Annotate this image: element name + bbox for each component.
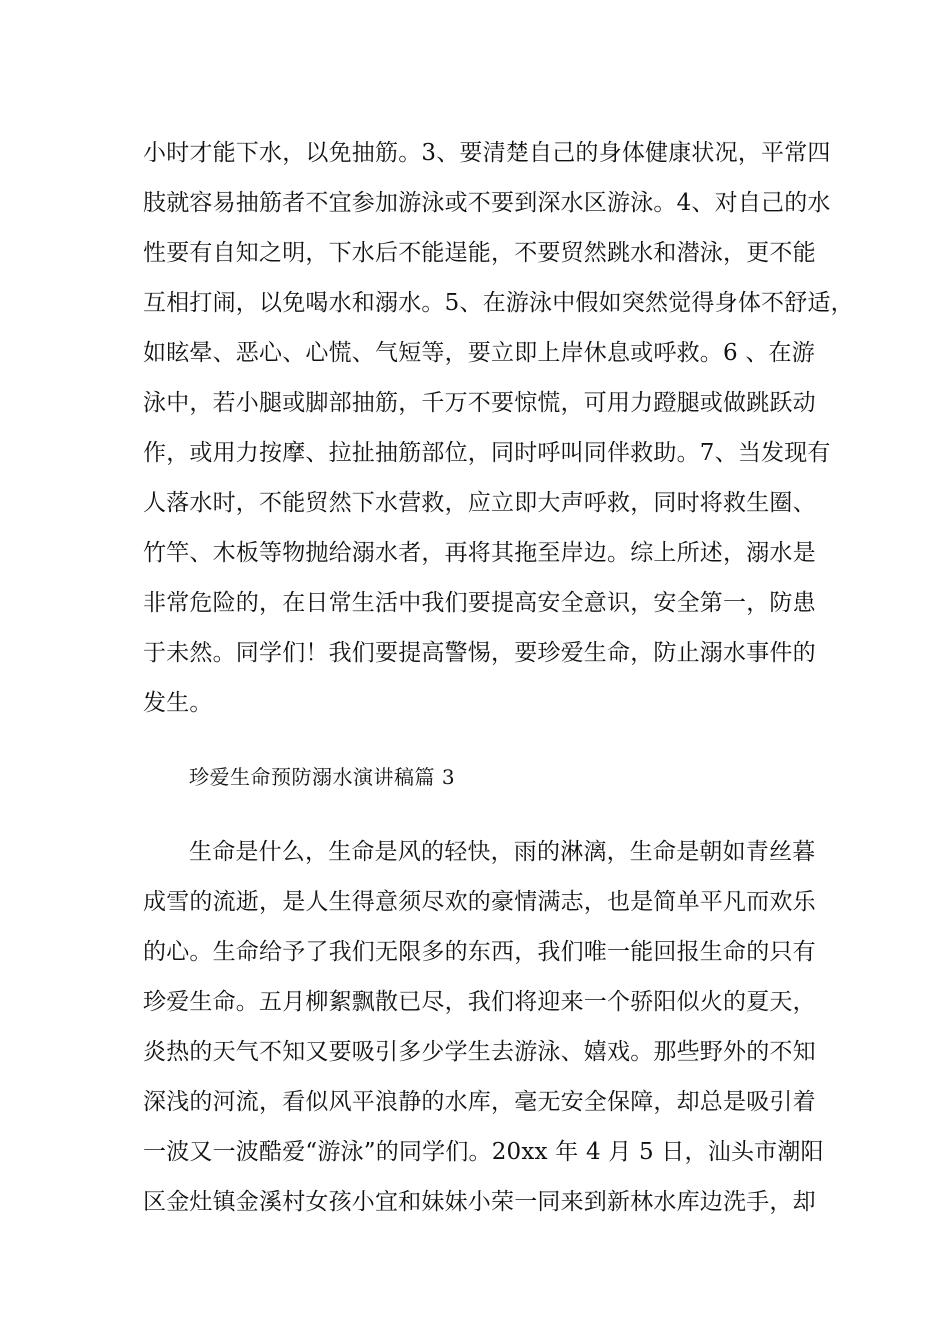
paragraph-1-line-7: 作，或用力按摩、拉扯抽筋部位，同时呼叫同伴救助。7、当发现有 — [143, 440, 831, 466]
paragraph-2-line-8: 区金灶镇金溪村女孩小宜和妹妹小荣一同来到新林水库边洗手，却 — [143, 1189, 816, 1215]
paragraph-1-line-12: 发生。 — [143, 690, 213, 716]
paragraph-2-line-7: 一波又一波酷爱“游泳”的同学们。20xx 年 4 月 5 日，汕头市潮阳 — [143, 1139, 824, 1165]
section-heading: 珍爱生命预防溺水演讲稿篇 3 — [189, 765, 456, 789]
paragraph-2-line-2: 成雪的流逝，是人生得意须尽欢的豪情满志，也是简单平凡而欢乐 — [143, 889, 816, 915]
paragraph-1-line-6: 泳中，若小腿或脚部抽筋，千万不要惊慌，可用力蹬腿或做跳跃动 — [143, 390, 816, 416]
paragraph-1-line-10: 非常危险的，在日常生活中我们要提高安全意识，安全第一，防患 — [143, 590, 816, 616]
paragraph-1-line-9: 竹竿、木板等物抛给溺水者，再将其拖至岸边。综上所述，溺水是 — [143, 540, 816, 566]
paragraph-2-line-3: 的心。生命给予了我们无限多的东西，我们唯一能回报生命的只有 — [143, 939, 816, 965]
paragraph-1-line-4: 互相打闹，以免喝水和溺水。5、在游泳中假如突然觉得身体不舒适， — [143, 290, 854, 316]
paragraph-2-line-4: 珍爱生命。五月柳絮飘散已尽，我们将迎来一个骄阳似火的夏天， — [143, 989, 816, 1015]
paragraph-2-line-6: 深浅的河流，看似风平浪静的水库，毫无安全保障，却总是吸引着 — [143, 1089, 816, 1115]
paragraph-2-line-5: 炎热的天气不知又要吸引多少学生去游泳、嬉戏。那些野外的不知 — [143, 1039, 816, 1065]
paragraph-1-line-2: 肢就容易抽筋者不宜参加游泳或不要到深水区游泳。4、对自己的水 — [143, 190, 831, 216]
paragraph-1-line-3: 性要有自知之明，下水后不能逞能，不要贸然跳水和潜泳，更不能 — [143, 240, 816, 266]
paragraph-1-line-11: 于未然。同学们！我们要提高警惕，要珍爱生命，防止溺水事件的 — [143, 640, 816, 666]
paragraph-1-line-5: 如眩晕、恶心、心慌、气短等，要立即上岸休息或呼救。6 、在游 — [143, 340, 815, 366]
paragraph-2-line-1: 生命是什么，生命是风的轻快，雨的淋漓，生命是朝如青丝暮 — [189, 839, 816, 865]
paragraph-1-line-8: 人落水时，不能贸然下水营救，应立即大声呼救，同时将救生圈、 — [143, 490, 816, 516]
paragraph-1-line-1: 小时才能下水，以免抽筋。3、要清楚自己的身体健康状况，平常四 — [143, 140, 831, 166]
